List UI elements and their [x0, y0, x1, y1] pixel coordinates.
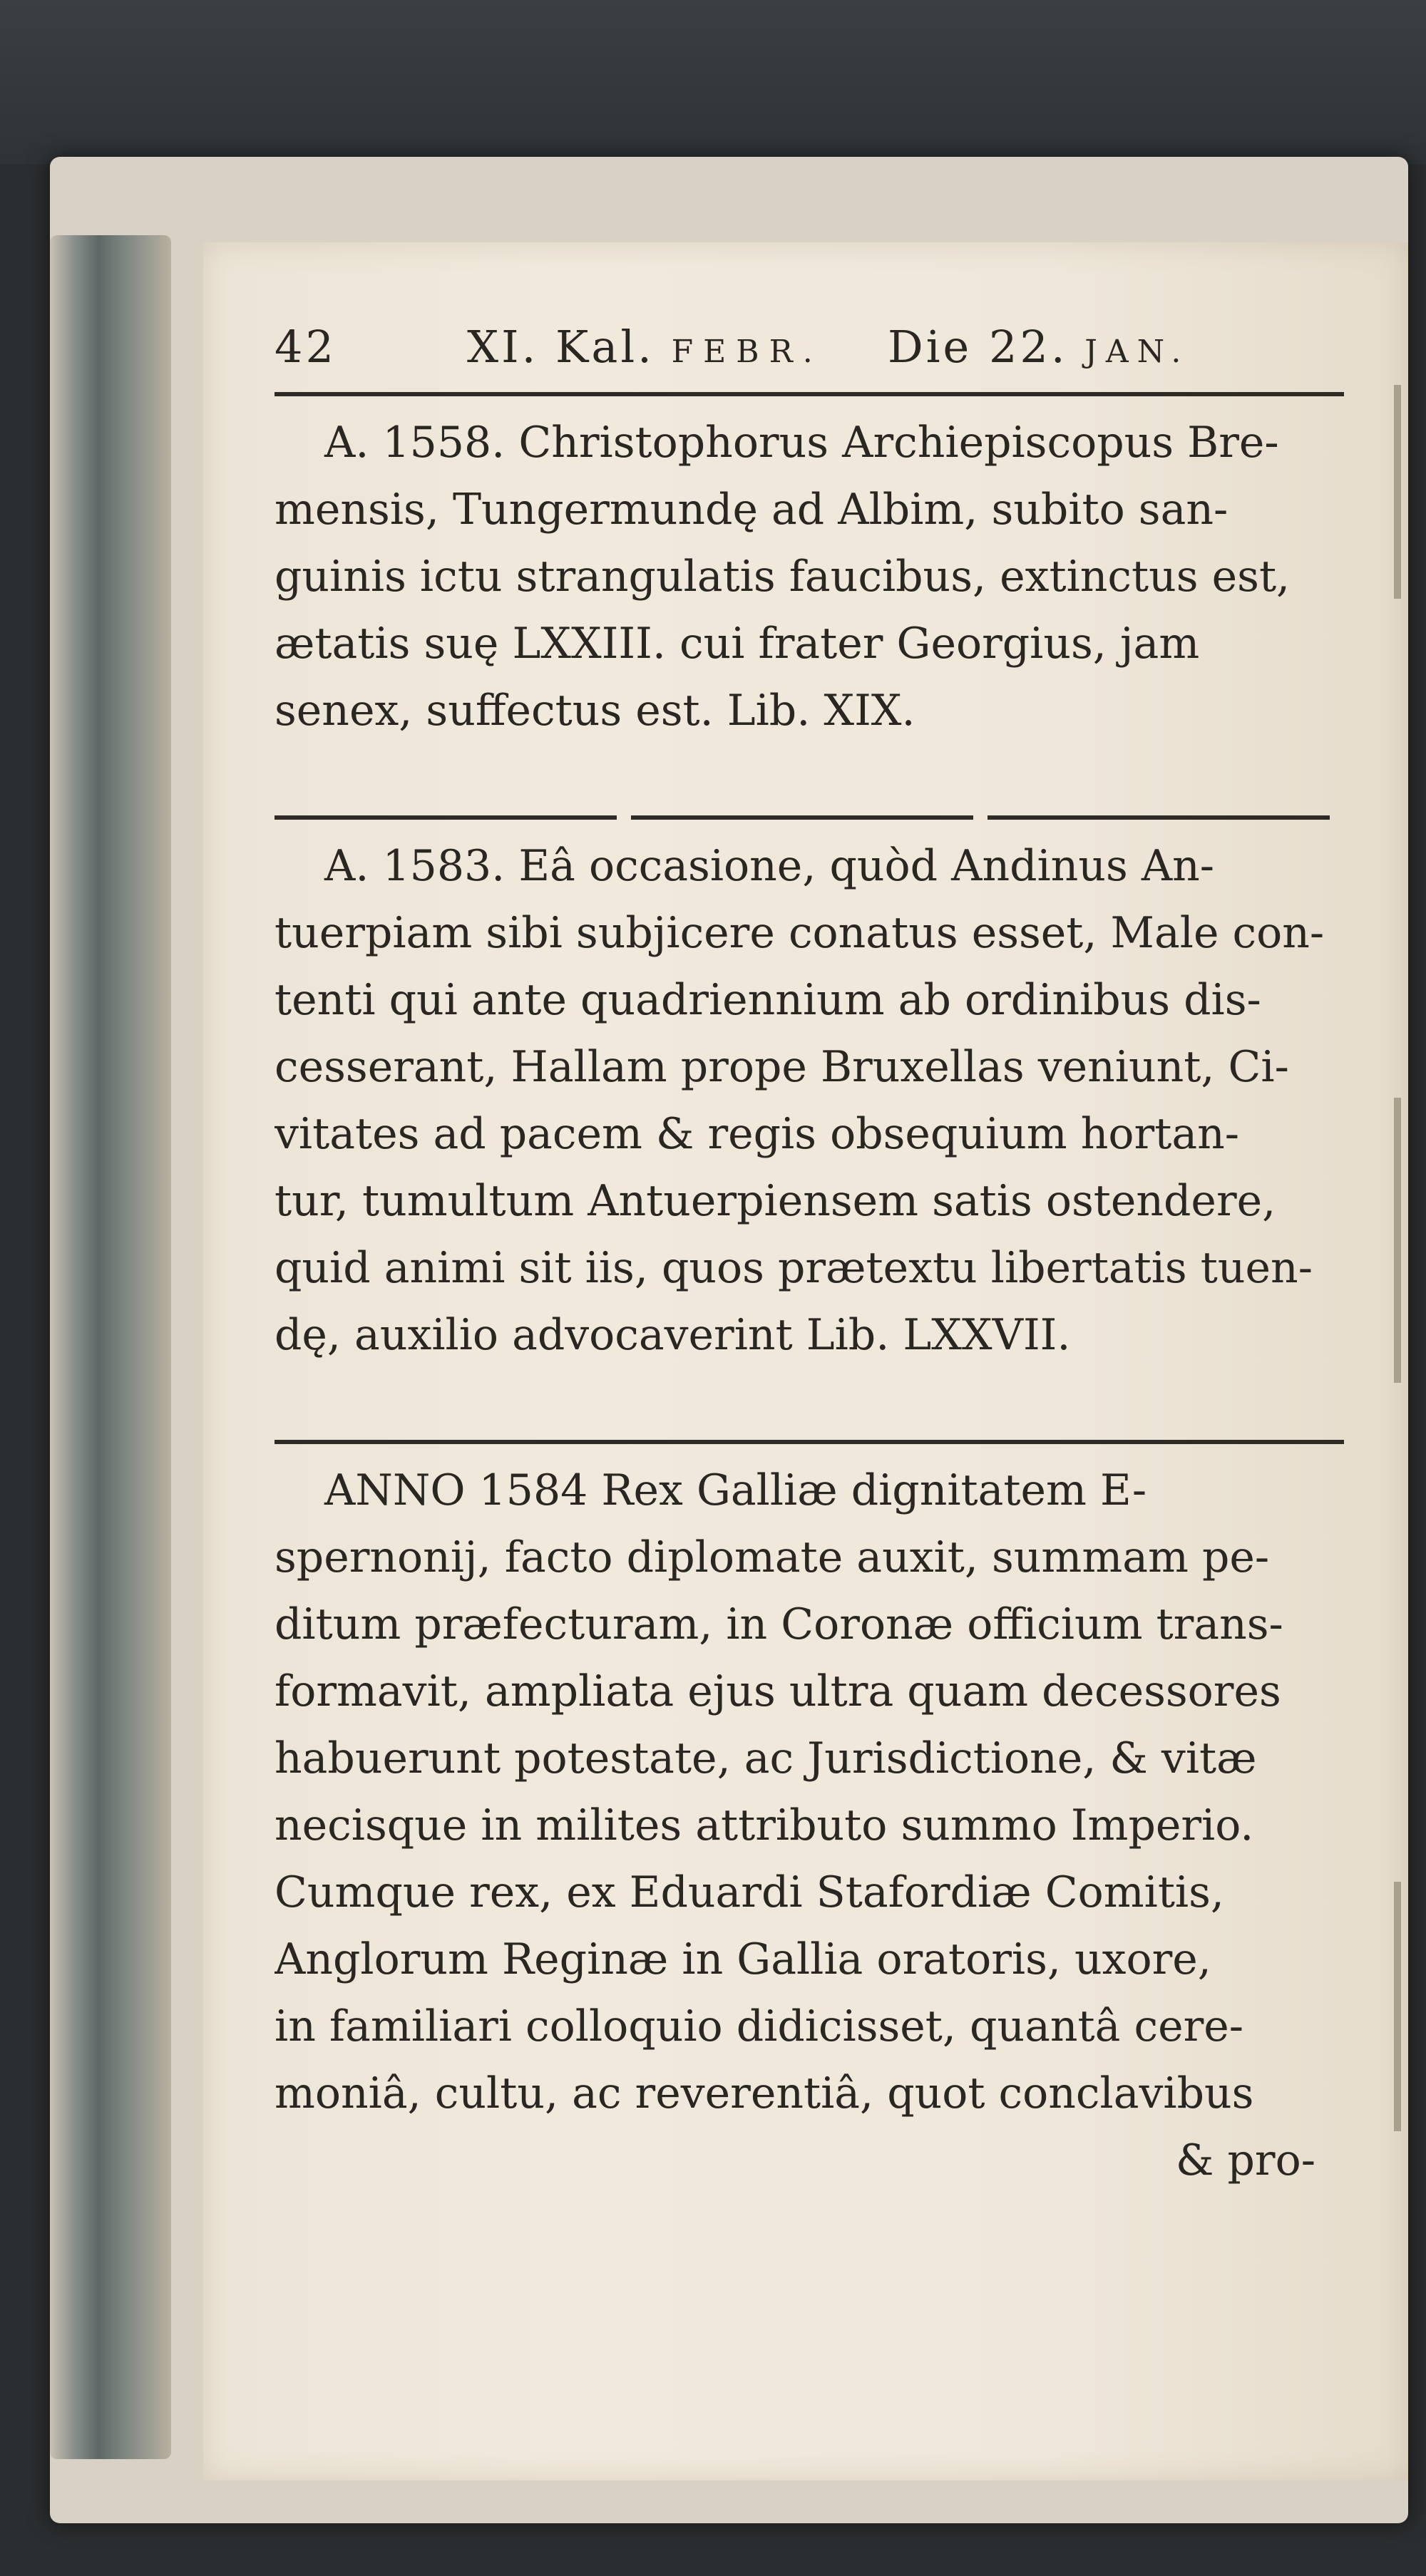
section-rule [275, 815, 1344, 820]
entry-line: formavit, ampliata ejus ultra quam decessores [275, 1666, 1281, 1716]
entry-line: habuerunt potestate, ac Jurisdictione, & vitæ [275, 1733, 1257, 1783]
entry-line: cesserant, Hallam prope Bruxellas veniunt, Ci- [275, 1042, 1289, 1092]
entry-line: quid animi sit iis, quos prætextu libertatis tuen- [275, 1243, 1313, 1293]
running-header [275, 321, 1344, 385]
page-number: 42 [275, 321, 337, 373]
entry-line: A. 1583. Eâ occasione, quòd Andinus An- [324, 841, 1215, 891]
entry-line: senex, suffectus est. Lib. XIX. [275, 686, 915, 736]
header-kal-month: FEBR. [671, 334, 823, 370]
entry-line: Cumque rex, ex Eduardi Stafordiæ Comitis, [275, 1867, 1224, 1917]
entry-line: dę, auxilio advocaverint Lib. LXXVII. [275, 1310, 1071, 1360]
header-kal-text: XI. Kal. [467, 321, 655, 373]
entry-line: guinis ictu strangulatis faucibus, extinctus est, [275, 552, 1291, 602]
page-edge-mark [1394, 1098, 1401, 1383]
header-die [888, 321, 1189, 373]
page-edge-mark [1394, 385, 1401, 599]
entry-line: ætatis suę LXXIII. cui frater Georgius, jam [275, 619, 1200, 669]
entry-line: tuerpiam sibi subjicere conatus esset, Male con- [275, 908, 1325, 958]
page-stack-edge [50, 235, 171, 2459]
header-die-text: Die 22. [888, 321, 1068, 373]
backdrop [0, 0, 1426, 164]
entry-1583 [275, 833, 1344, 1369]
page-edge-mark [1394, 1882, 1401, 2131]
entry-line: necisque in milites attributo summo Imperio. [275, 1800, 1254, 1850]
catchword: & pro- [1176, 2135, 1315, 2185]
spacer [275, 744, 1344, 808]
header-die-month: JAN. [1084, 334, 1190, 370]
entry-line: ANNO 1584 Rex Galliæ dignitatem E- [324, 1465, 1147, 1515]
entry-line: A. 1558. Christophorus Archiepiscopus Bre- [324, 418, 1279, 468]
entry-line: Anglorum Reginæ in Gallia oratoris, uxore, [275, 1934, 1211, 1984]
book-page [203, 242, 1408, 2480]
section-rule [275, 1440, 1344, 1444]
entry-line: mensis, Tungermundę ad Albim, subito san- [275, 485, 1228, 535]
entry-line: spernonij, facto diplomate auxit, summam pe- [275, 1532, 1270, 1582]
entry-1558 [275, 409, 1344, 744]
entry-line: vitates ad pacem & regis obsequium hortan- [275, 1109, 1240, 1159]
entry-line: in familiari colloquio didicisset, quantâ cere- [275, 2001, 1244, 2051]
header-rule [275, 392, 1344, 396]
page-content [275, 321, 1344, 2194]
entry-line: tur, tumultum Antuerpiensem satis ostendere, [275, 1176, 1276, 1226]
entry-1584 [275, 1457, 1344, 2127]
entry-line: ditum præfecturam, in Coronæ officium trans- [275, 1599, 1283, 1649]
entry-line: moniâ, cultu, ac reverentiâ, quot conclavibus [275, 2068, 1254, 2118]
spacer [275, 1369, 1344, 1433]
entry-line: tenti qui ante quadriennium ab ordinibus dis- [275, 975, 1261, 1025]
header-kal [467, 321, 823, 373]
